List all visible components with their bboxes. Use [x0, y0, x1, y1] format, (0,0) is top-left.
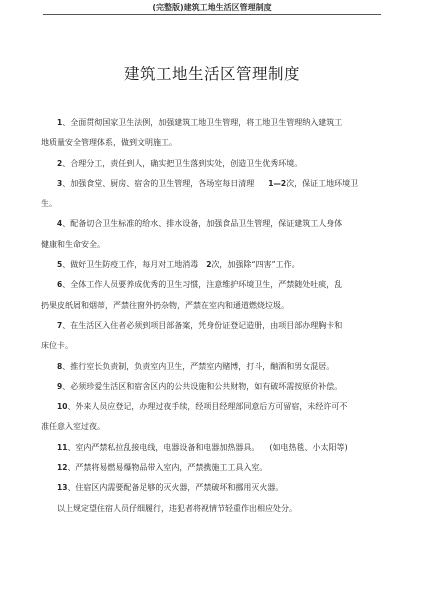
- item-inline-number: 1—2: [268, 178, 287, 188]
- rule-item: [41, 438, 387, 458]
- rule-continuation: [41, 417, 387, 437]
- item-number: 9: [57, 381, 63, 391]
- item-text: 、外来人员应登记，办理过夜手续，经项目经理部同意后方可留宿，未经许可不: [67, 402, 348, 412]
- item-number: 13: [57, 483, 68, 493]
- rule-continuation: [41, 296, 387, 316]
- rule-continuation: [41, 133, 387, 153]
- item-text-tail: (如电热毯、小太阳等): [269, 442, 348, 452]
- rule-item: [41, 357, 387, 377]
- continuation-text: 床位卡。: [41, 341, 73, 351]
- closing-text: 以上规定望住宿人员仔细履行，违犯者将视情节轻重作出相应处分。: [57, 503, 297, 513]
- rule-item: [41, 174, 387, 194]
- item-inline-number: 2: [206, 260, 212, 270]
- continuation-text: 准任意入室过夜。: [41, 422, 105, 432]
- item-text: 、在生活区入住者必须到项目部备案，凭身份证登记造册，由项目部办理胸卡和: [62, 320, 343, 330]
- header-divider: [43, 14, 381, 15]
- continuation-text: 健康和生命安全。: [41, 239, 105, 249]
- rule-item: [41, 275, 387, 295]
- page-header: (完整版)建筑工地生活区管理制度: [152, 3, 272, 12]
- item-text: 、加强食堂、厨房、宿舍的卫生管理，各场室每日清理: [62, 178, 255, 188]
- item-number: 4: [57, 219, 63, 229]
- item-number: 7: [57, 320, 63, 330]
- rule-item: [41, 316, 387, 336]
- item-text-tail: 次，加强除“四害”工作。: [211, 260, 300, 270]
- rule-item: [41, 113, 387, 133]
- item-text: 、做好卫生防疫工作，每月对工地消毒: [62, 260, 199, 270]
- item-text: 、全体工作人员要养成优秀的卫生习惯，注意维护环境卫生，严禁随处吐痰，乱: [62, 280, 343, 290]
- item-number: 11: [57, 442, 68, 452]
- rule-item: [41, 214, 387, 234]
- document-title: 建筑工地生活区管理制度: [123, 65, 300, 83]
- continuation-text: 扔果皮纸屑和烟蒂，严禁往窗外扔杂物，严禁在室内和通道燃烧垃圾。: [41, 300, 289, 310]
- item-number: 3: [57, 178, 63, 188]
- item-number: 6: [57, 280, 63, 290]
- item-text: 、合理分工，责任到人，确实把卫生落到实处，创造卫生优秀环境。: [62, 158, 303, 168]
- rule-continuation: [41, 336, 387, 356]
- item-text: 、推行室长负责制，负责室内卫生，严禁室内赌博，打斗，酗酒和男女混居。: [62, 361, 335, 371]
- item-text: 、住宿区内需要配备足够的灭火器，严禁破坏和挪用灭火器。: [67, 483, 284, 493]
- item-text: 、全面贯彻国家卫生法例，加强建筑工地卫生管理，将工地卫生管理纳入建筑工: [62, 118, 343, 127]
- rule-item: [41, 458, 387, 478]
- rule-item: [41, 154, 387, 174]
- item-text: 、配备切合卫生标准的给水、排水设备，加强食品卫生管理，保证建筑工人身体: [62, 219, 343, 229]
- continuation-text: 生。: [41, 199, 57, 209]
- rule-continuation: [41, 235, 387, 255]
- closing-note: [41, 499, 387, 519]
- item-number: 2: [57, 158, 63, 168]
- item-number: 5: [57, 260, 63, 270]
- continuation-text: 地质量安全管理体系，做到文明施工。: [41, 138, 177, 148]
- rule-item: [41, 478, 387, 498]
- rule-item: [41, 397, 387, 417]
- item-number: 10: [57, 402, 68, 412]
- item-number: 12: [57, 463, 68, 473]
- item-text: 、必须珍爱生活区和宿舍区内的公共设施和公共财物，如有破坏需按原价补偿。: [62, 381, 343, 391]
- rule-item: [41, 377, 387, 397]
- item-text-tail: 次，保证工地环境卫: [286, 178, 359, 188]
- rule-continuation: [41, 194, 387, 214]
- item-number: 1: [57, 118, 63, 127]
- item-number: 8: [57, 361, 63, 371]
- document-body: [41, 113, 387, 519]
- item-text: 、严禁将易燃易爆物品带入室内，严禁携施工工具入室。: [67, 463, 268, 473]
- item-text: 、室内严禁私拉乱接电线，电器设备和电器加热器具。: [67, 442, 260, 452]
- rule-item: [41, 255, 387, 275]
